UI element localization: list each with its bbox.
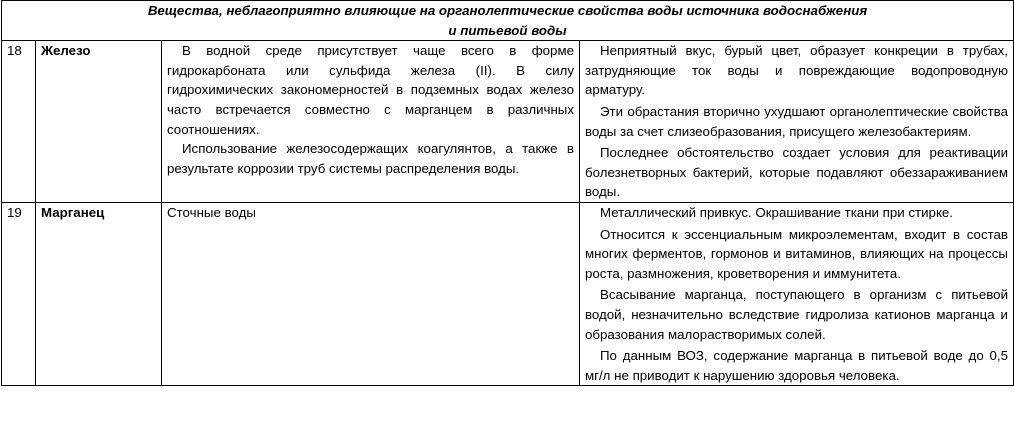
source-paragraph: Сточные воды	[167, 204, 256, 220]
substances-table	[1, 0, 1014, 386]
effect-paragraph: По данным ВОЗ, содержание марганца в питьевой воде до 0,5 мг/л не приводит к нарушению здоровья человека.	[585, 348, 1008, 383]
effect-cell	[580, 41, 1014, 203]
source-paragraph: Использование железосодержащих коагулянтов, а также в результате коррозии труб системы распределения воды.	[167, 141, 574, 176]
substance-name: Железо	[36, 41, 162, 203]
effect-cell	[580, 202, 1014, 385]
effect-paragraph: Неприятный вкус, бурый цвет, образует конкреции в трубах, затрудняющие ток воды и повреждающие водопроводную арматуру.	[585, 43, 1008, 98]
effect-paragraph: Металлический привкус. Окрашивание ткани при стирке.	[600, 204, 953, 220]
substance-name: Марганец	[36, 202, 162, 385]
table-row	[2, 202, 1014, 385]
effect-paragraph: Последнее обстоятельство создает условия для реактивации болезнетворных бактерий, которые подавляют обеззараживанием воды.	[585, 145, 1008, 200]
source-cell	[162, 41, 580, 203]
table-row	[2, 41, 1014, 203]
effect-paragraph: Всасывание марганца, поступающего в организм с питьевой водой, незначительно вследствие гидролиза катионов марганца и образования малорастворимых солей.	[585, 287, 1008, 342]
table-heading	[2, 1, 1014, 41]
heading-line-1: Вещества, неблагоприятно влияющие на органолептические свойства воды источника водоснабжения	[147, 3, 868, 18]
row-number: 19	[2, 202, 36, 385]
effect-paragraph: Относится к эссенциальным микроэлементам, входит в состав многих ферментов, гормонов и витаминов, влияющих на процессы роста, размножения, кроветворения и иммунитета.	[585, 226, 1008, 281]
effect-paragraph: Эти обрастания вторично ухудшают органолептические свойства воды за счет слизеобразования, присущего железобактериям.	[585, 103, 1008, 139]
source-cell	[162, 202, 580, 385]
row-number: 18	[2, 41, 36, 203]
source-paragraph: В водной среде присутствует чаще всего в форме гидрокарбоната или сульфида железа (II). В силу гидрохимических закономерностей в подземных водах железо часто встречается совместно с марганцем в различных соотношениях.	[167, 43, 574, 137]
table-heading-row	[2, 1, 1014, 41]
heading-line-2: и питьевой воды	[448, 22, 567, 38]
